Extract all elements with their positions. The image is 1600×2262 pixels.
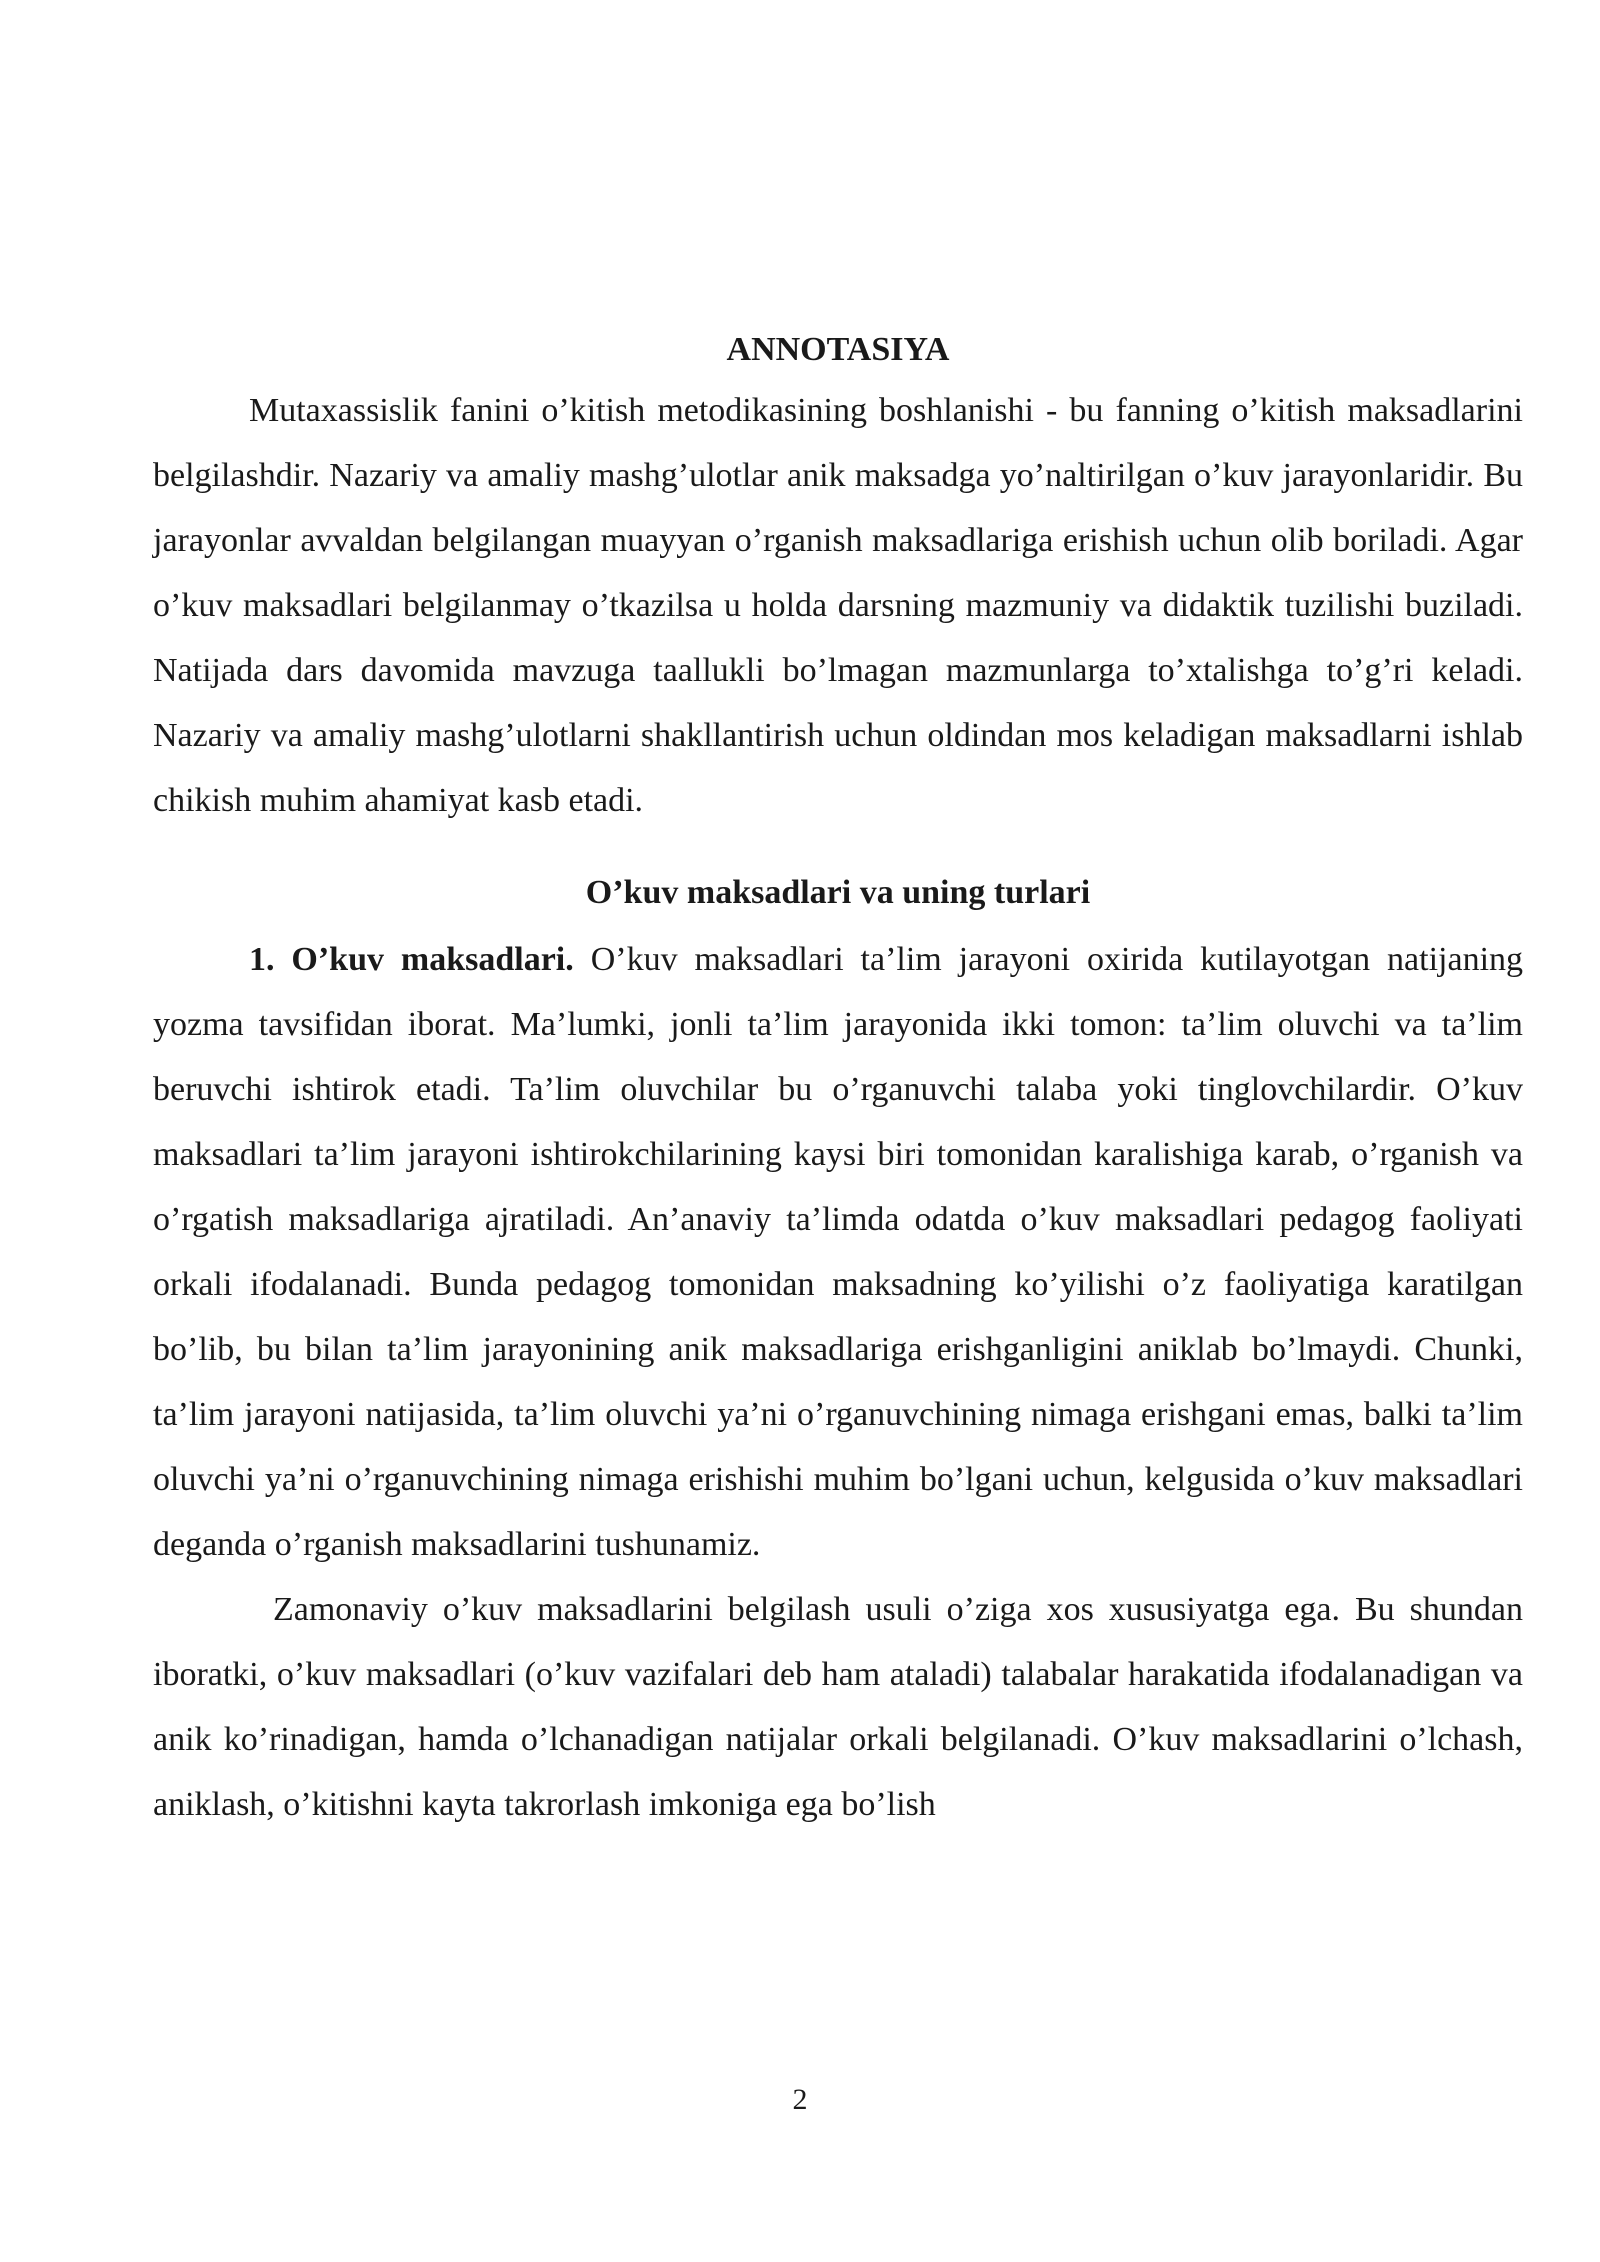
page-number: 2 — [792, 2083, 808, 2116]
section-paragraph-1-text: O’kuv maksadlari ta’lim jarayoni oxirida kutilayotgan natijaning yozma tavsifidan iborat. Ma’lumki, jonli ta’lim jarayonida ikki tomon: ta’lim oluvchi va ta’lim beruvchi ishtirok etadi. Ta’lim oluvchilar bu o’rganuvchi talaba yoki tinglovchilardir. O’kuv maksadlari ta’lim jarayoni ishtirokchilarining kaysi biri tomonidan karalishiga karab, o’rganish va o’rgatish maksadlariga ajratiladi. An’anaviy ta’limda odatda o’kuv maksadlari pedagog faoliyati orkali ifodalanadi. Bunda pedagog tomonidan maksadning ko’yilishi o’z faoliyatiga karatilgan bo’lib, bu bilan ta’lim jarayonining anik maksadlariga erishganligini aniklab bo’lmaydi. Chunki, ta’lim jarayoni natijasida, ta’lim oluvchi ya’ni o’rganuvchining nimaga erishgani emas, balki ta’lim oluvchi ya’ni o’rganuvchining nimaga erishishi muhim bo’lgani uchun, kelgusida o’kuv maksadlari deganda o’rganish maksadlarini tushunamiz. — [153, 941, 1524, 1563]
section-paragraph-1 — [153, 927, 1523, 1577]
annotation-paragraph: Mutaxassislik fanini o’kitish metodikasining boshlanishi - bu fanning o’kitish maksadlarini belgilashdir. Nazariy va amaliy mashg’ulotlar anik maksadga yo’naltirilgan o’kuv jarayonlaridir. Bu jarayonlar avvaldan belgilangan muayyan o’rganish maksadlariga erishish uchun olib boriladi. Agar o’kuv maksadlari belgilanmay o’tkazilsa u holda darsning mazmuniy va didaktik tuzilishi buziladi. Natijada dars davomida mavzuga taallukli bo’lmagan mazmunlarga to’xtalishga to’g’ri keladi. Nazariy va amaliy mashg’ulotlarni shakllantirish uchun oldindan mos keladigan maksadlarni ishlab chikish muhim ahamiyat kasb etadi. — [153, 392, 1523, 819]
section-paragraph-2: Zamonaviy o’kuv maksadlarini belgilash usuli o’ziga xos xususiyatga ega. Bu shundan iboratki, o’kuv maksadlari (o’kuv vazifalari deb ham ataladi) talabalar harakatida ifodalanadigan va anik ko’rinadigan, hamda o’lchanadigan natijalar orkali belgilanadi. O’kuv maksadlarini o’lchash, aniklash, o’kitishni kayta takrorlash imkoniga ega bo’lish — [153, 1591, 1523, 1823]
section-lead: 1. O’kuv maksadlari. — [249, 941, 574, 978]
document-page — [153, 330, 1523, 1837]
section-title: O’kuv maksadlari va uning turlari — [585, 874, 1091, 911]
page-title: ANNOTASIYA — [726, 331, 950, 368]
